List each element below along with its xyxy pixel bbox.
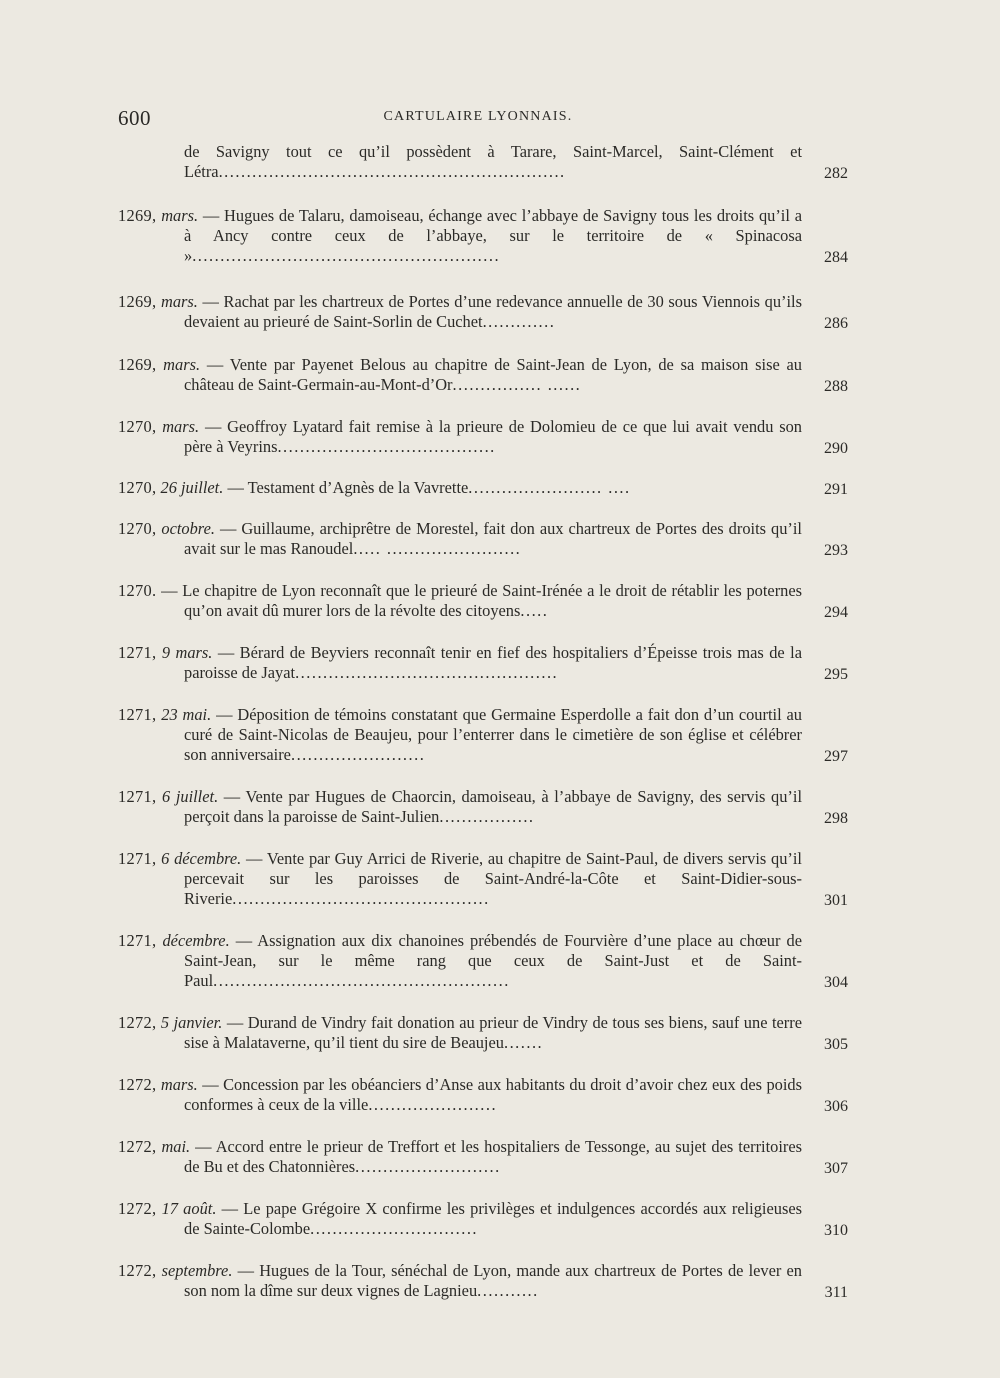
leader-dots: .......	[503, 1033, 544, 1052]
entry-date: 1269,	[118, 206, 157, 225]
page-reference: 293	[824, 542, 848, 559]
entry-qualifier: 6 juillet.	[162, 787, 219, 806]
page-reference: 298	[824, 810, 848, 827]
entry-text: — Assignation aux dix chanoines prébendés de Fourvière d’une place au chœur de Saint-Jean, sur le même rang que ceux de Saint-Just et de Saint-Paul	[184, 931, 802, 990]
leader-dots: ..............................	[310, 1219, 479, 1238]
entry-text: — Hugues de la Tour, sénéchal de Lyon, mande aux chartreux de Portes de lever en son nom la dîme sur deux vignes de Lagnieu	[184, 1261, 802, 1300]
list-item	[118, 931, 848, 991]
entry-qualifier: 23 mai.	[161, 705, 212, 724]
page-reference: 310	[824, 1222, 848, 1239]
page-reference: 288	[824, 378, 848, 395]
entry-qualifier: mai.	[161, 1137, 191, 1156]
page-reference: 291	[824, 481, 848, 498]
page-header	[118, 106, 838, 132]
list-item	[118, 478, 848, 498]
entry-qualifier: mars.	[161, 206, 199, 225]
entry-text: — Déposition de témoins constatant que Germaine Esperdolle a fait don d’un courtil au curé de Saint-Nicolas de Beaujeu, pour l’enterrer dans le cimetière de son église et célébrer son anniversaire	[184, 705, 802, 764]
leader-dots: ........................	[290, 745, 426, 764]
entry-qualifier: décembre.	[162, 931, 230, 950]
entry-date: 1271,	[118, 787, 157, 806]
leader-dots: .....	[520, 601, 549, 620]
list-item	[118, 643, 848, 683]
page-reference: 301	[824, 892, 848, 909]
entry-date: 1269,	[118, 292, 157, 311]
list-item	[118, 1261, 848, 1301]
entry-date: 1272,	[118, 1075, 157, 1094]
page-reference: 304	[824, 974, 848, 991]
entry-text: de Savigny tout ce qu’il possèdent à Tarare, Saint-Marcel, Saint-Clément et Létra	[184, 142, 802, 181]
entry-qualifier: 6 décembre.	[161, 849, 242, 868]
list-item	[118, 581, 848, 621]
entry-text: — Guillaume, archiprêtre de Morestel, fait don aux chartreux de Portes des droits qu’il avait sur le mas Ranoudel	[184, 519, 802, 558]
entry-text: — Le chapitre de Lyon reconnaît que le prieuré de Saint-Irénée a le droit de rétablir les poternes qu’on avait dû murer lors de la révolte des citoyens	[161, 581, 803, 620]
entry-qualifier: mars.	[162, 417, 200, 436]
leader-dots: ................ ......	[452, 375, 582, 394]
entry-qualifier: 17 août.	[161, 1199, 217, 1218]
page-reference: 297	[824, 748, 848, 765]
entry-date: 1271,	[118, 643, 157, 662]
list-item	[118, 417, 848, 457]
leader-dots: ...............................................	[295, 663, 559, 682]
leader-dots: ..........................	[355, 1157, 501, 1176]
entry-qualifier: mars.	[163, 355, 201, 374]
entry-text: — Hugues de Talaru, damoiseau, échange avec l’abbaye de Savigny tous les droits qu’il a à Ancy contre ceux de l’abbaye, sur le territoire de « Spinacosa »	[184, 206, 802, 265]
entry-qualifier: septembre.	[161, 1261, 233, 1280]
page-reference: 305	[824, 1036, 848, 1053]
running-title: CARTULAIRE LYONNAIS.	[383, 109, 573, 124]
entry-text: — Bérard de Beyviers reconnaît tenir en fief des hospitaliers d’Épeisse trois mas de la paroisse de Jayat	[184, 643, 802, 682]
page-reference: 311	[824, 1284, 848, 1301]
page-reference: 307	[824, 1160, 848, 1177]
leader-dots: ...........	[477, 1281, 539, 1300]
page-reference: 306	[824, 1098, 848, 1115]
entry-text: — Le pape Grégoire X confirme les privilèges et indulgences accordés aux religieuses de Sainte-Colombe	[184, 1199, 802, 1238]
entry-date: 1271,	[118, 705, 157, 724]
leader-dots: .......................	[368, 1095, 498, 1114]
leader-dots: .................	[439, 807, 535, 826]
leader-dots: ..............................................	[232, 889, 490, 908]
list-item	[118, 849, 848, 909]
page-reference: 286	[824, 315, 848, 332]
entry-qualifier: octobre.	[161, 519, 215, 538]
leader-dots: .......................................	[277, 437, 496, 456]
list-item	[118, 292, 848, 332]
entry-qualifier: 9 mars.	[161, 643, 213, 662]
entry-date: 1272,	[118, 1199, 157, 1218]
entry-qualifier: 26 juillet.	[160, 478, 224, 497]
page-reference: 284	[824, 249, 848, 266]
list-item	[118, 1013, 848, 1053]
entry-qualifier: mars.	[161, 292, 198, 311]
list-item	[118, 1199, 848, 1239]
entry-date: 1270.	[118, 581, 157, 600]
list-item	[118, 1075, 848, 1115]
entry-qualifier: 5 janvier.	[160, 1013, 223, 1032]
entry-text: — Concession par les obéanciers d’Anse aux habitants du droit d’avoir chez eux des poids conformes à ceux de la ville	[184, 1075, 802, 1114]
list-item	[118, 206, 848, 266]
entry-date: 1271,	[118, 849, 157, 868]
page-reference: 294	[824, 604, 848, 621]
entry-date: 1270,	[118, 519, 157, 538]
entry-text: — Vente par Hugues de Chaorcin, damoiseau, à l’abbaye de Savigny, des servis qu’il perçoit dans la paroisse de Saint-Julien	[184, 787, 802, 826]
page-reference: 295	[824, 666, 848, 683]
page-reference: 290	[824, 440, 848, 457]
entry-date: 1270,	[118, 417, 157, 436]
entry-date: 1270,	[118, 478, 157, 497]
entry-date: 1272,	[118, 1137, 157, 1156]
entry-text: — Durand de Vindry fait donation au prieur de Vindry de tous ses biens, sauf une terre sise à Malataverne, qu’il tient du sire de Beaujeu	[184, 1013, 802, 1052]
list-item	[118, 787, 848, 827]
page-reference: 282	[824, 165, 848, 182]
entry-qualifier: mars.	[160, 1075, 198, 1094]
entry-date: 1272,	[118, 1013, 157, 1032]
leader-dots: ..... ........................	[353, 539, 522, 558]
entry-text: — Geoffroy Lyatard fait remise à la prieure de Dolomieu de ce que lui avait vendu son père à Veyrins	[184, 417, 802, 456]
list-item	[118, 519, 848, 559]
leader-dots: ..............................................................	[218, 162, 566, 181]
entry-date: 1272,	[118, 1261, 157, 1280]
entry-date: 1269,	[118, 355, 157, 374]
leader-dots: .......................................................	[192, 246, 501, 265]
leader-dots: .............	[482, 312, 556, 331]
entry-date: 1271,	[118, 931, 157, 950]
list-item	[118, 705, 848, 765]
list-item	[118, 355, 848, 395]
leader-dots: ........................ ....	[468, 478, 631, 497]
list-item	[118, 1137, 848, 1177]
entry-text: — Vente par Payenet Belous au chapitre de Saint-Jean de Lyon, de sa maison sise au château de Saint-Germain-au-Mont-d’Or	[184, 355, 802, 394]
entry-text: — Vente par Guy Arrici de Riverie, au chapitre de Saint-Paul, de divers servis qu’il percevait sur les paroisses de Saint-André-la-Côte et Saint-Didier-sous-Riverie	[184, 849, 802, 908]
entry-text: — Rachat par les chartreux de Portes d’une redevance annuelle de 30 sous Viennois qu’ils devaient au prieuré de Saint-Sorlin de Cuchet	[184, 292, 802, 331]
entry-text: — Accord entre le prieur de Treffort et les hospitaliers de Tessonge, au sujet des territoires de Bu et des Chatonnières	[184, 1137, 802, 1176]
list-item	[118, 142, 848, 182]
leader-dots: .....................................................	[213, 971, 510, 990]
table-of-contents	[118, 142, 848, 1301]
page-number: 600	[118, 106, 151, 130]
entry-text: — Testament d’Agnès de la Vavrette	[227, 478, 469, 497]
